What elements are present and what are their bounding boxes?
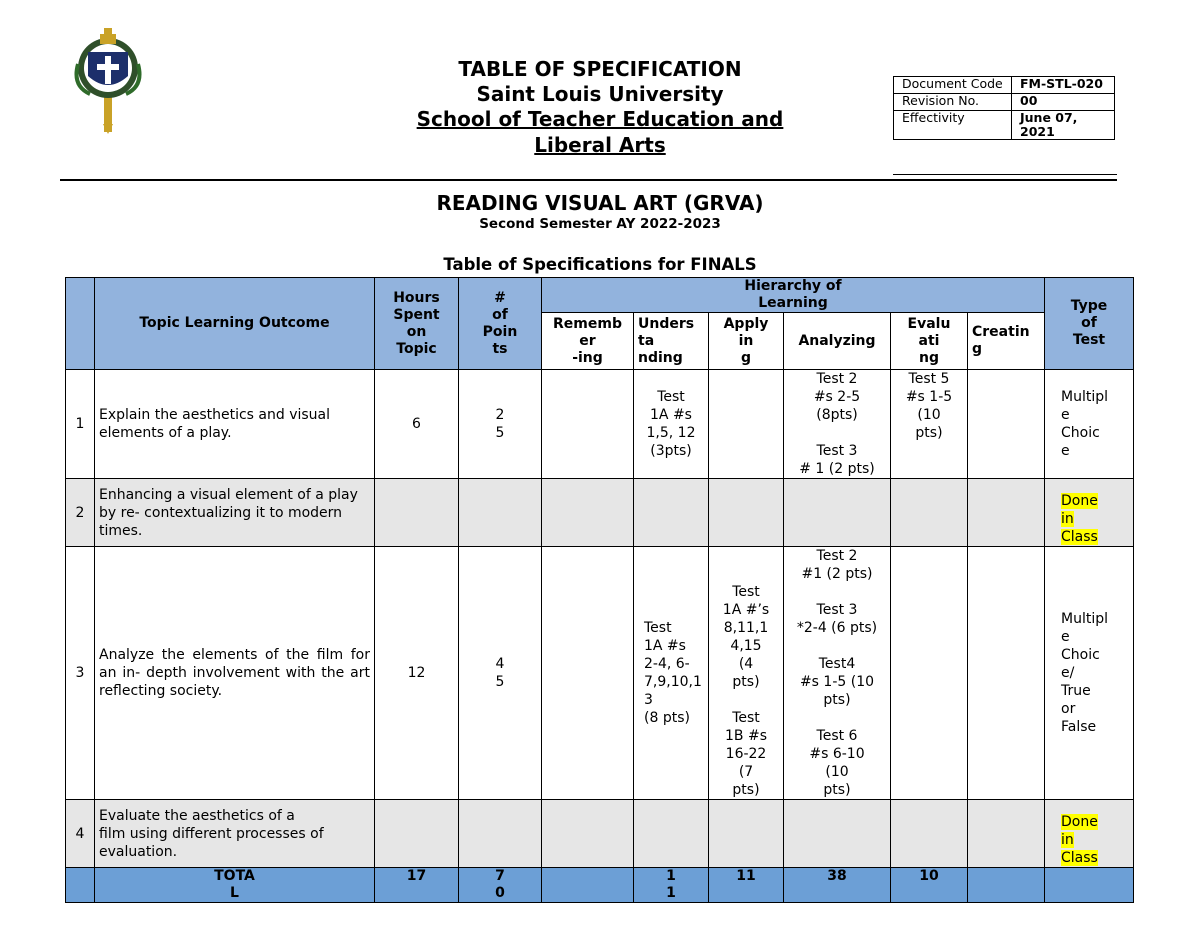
table-row (66, 800, 1134, 868)
row-hours (375, 479, 459, 547)
row-remembering (542, 800, 634, 868)
row-outcome: Evaluate the aesthetics of a film using different processes of evaluation. (95, 800, 375, 868)
divider-short (893, 174, 1117, 175)
university-name: Saint Louis University (476, 82, 724, 106)
header-remembering: Rememb er -ing (542, 313, 634, 370)
totals-remembering (542, 868, 634, 903)
row-applying (709, 800, 784, 868)
school-name-line2: Liberal Arts (534, 133, 666, 157)
totals-creating (968, 868, 1045, 903)
row-evaluating: Test 5 #s 1-5 (10 pts) (891, 370, 968, 479)
row-points: 4 5 (459, 547, 542, 800)
header-evaluating: Evalu ati ng (891, 313, 968, 370)
row-remembering (542, 370, 634, 479)
header-hierarchy: Hierarchy of Learning (542, 278, 1045, 313)
row-number: 4 (66, 800, 95, 868)
doc-value: June 07, 2021 (1012, 111, 1115, 140)
header-analyzing: Analyzing (784, 313, 891, 370)
row-outcome: Explain the aesthetics and visual elements of a play. (95, 370, 375, 479)
row-evaluating (891, 800, 968, 868)
school-name-line1: School of Teacher Education and (416, 107, 784, 131)
row-test-type (1045, 800, 1134, 868)
document-title: TABLE OF SPECIFICATION (458, 57, 742, 81)
doc-label: Document Code (894, 77, 1012, 94)
totals-type (1045, 868, 1134, 903)
row-understanding: Test 1A #s 2-4, 6- 7,9,10,1 3 (8 pts) (634, 547, 709, 800)
header-hours: Hours Spent on Topic (375, 278, 459, 370)
totals-understanding: 1 1 (634, 868, 709, 903)
header-topic: Topic Learning Outcome (95, 278, 375, 370)
done-in-class-label: Done in Class (1061, 493, 1098, 545)
divider-main (60, 179, 1117, 181)
document-control-table (893, 76, 1115, 140)
doc-label: Revision No. (894, 94, 1012, 111)
header-row-top (66, 278, 1134, 313)
header-num-cell (66, 278, 95, 370)
header-applying: Apply in g (709, 313, 784, 370)
row-remembering (542, 547, 634, 800)
table-title: Table of Specifications for FINALS (443, 255, 757, 274)
row-outcome: Enhancing a visual element of a play by re- contextualizing it to modern times. (95, 479, 375, 547)
row-hours (375, 800, 459, 868)
row-remembering (542, 479, 634, 547)
totals-applying: 11 (709, 868, 784, 903)
row-applying (709, 479, 784, 547)
row-points (459, 479, 542, 547)
row-analyzing (784, 800, 891, 868)
totals-label: TOTA L (95, 868, 375, 903)
doc-row-code (894, 77, 1115, 94)
header-points: # of Poin ts (459, 278, 542, 370)
row-analyzing: Test 2 #s 2-5 (8pts) Test 3 # 1 (2 pts) (784, 370, 891, 479)
row-points: 2 5 (459, 370, 542, 479)
row-applying (709, 370, 784, 479)
row-evaluating (891, 547, 968, 800)
row-number: 2 (66, 479, 95, 547)
header-type: Type of Test (1045, 278, 1134, 370)
row-test-type: Multipl e Choic e/ True or False (1045, 547, 1134, 800)
totals-evaluating: 10 (891, 868, 968, 903)
row-understanding: Test 1A #s 1,5, 12 (3pts) (634, 370, 709, 479)
row-creating (968, 479, 1045, 547)
row-test-type: Multipl e Choic e (1045, 370, 1134, 479)
university-seal-logo (70, 26, 146, 134)
row-number: 1 (66, 370, 95, 479)
row-analyzing (784, 479, 891, 547)
row-number: 3 (66, 547, 95, 800)
doc-row-revision (894, 94, 1115, 111)
doc-row-effectivity (894, 111, 1115, 140)
header-creating: Creatin g (968, 313, 1045, 370)
totals-analyzing: 38 (784, 868, 891, 903)
row-evaluating (891, 479, 968, 547)
table-row (66, 547, 1134, 800)
row-test-type (1045, 479, 1134, 547)
row-points (459, 800, 542, 868)
course-title: READING VISUAL ART (GRVA) (436, 191, 764, 215)
semester-label: Second Semester AY 2022-2023 (479, 216, 721, 232)
row-understanding (634, 800, 709, 868)
totals-points: 7 0 (459, 868, 542, 903)
row-creating (968, 800, 1045, 868)
row-understanding (634, 479, 709, 547)
totals-row (66, 868, 1134, 903)
totals-hours: 17 (375, 868, 459, 903)
table-row (66, 370, 1134, 479)
row-creating (968, 547, 1045, 800)
row-outcome: Analyze the elements of the film for an in- depth involvement with the art reflecting society. (95, 547, 375, 800)
row-hours: 12 (375, 547, 459, 800)
row-hours: 6 (375, 370, 459, 479)
specification-table (65, 277, 1134, 903)
table-row (66, 479, 1134, 547)
totals-num-cell (66, 868, 95, 903)
header-understanding: Unders ta nding (634, 313, 709, 370)
doc-label: Effectivity (894, 111, 1012, 140)
done-in-class-label: Done in Class (1061, 814, 1098, 866)
row-applying: Test 1A #’s 8,11,1 4,15 (4 pts) Test 1B #s 16-22 (7 pts) (709, 547, 784, 800)
doc-value: FM-STL-020 (1012, 77, 1115, 94)
row-creating (968, 370, 1045, 479)
doc-value: 00 (1012, 94, 1115, 111)
row-analyzing: Test 2 #1 (2 pts) Test 3 *2-4 (6 pts) Test4 #s 1-5 (10 pts) Test 6 #s 6-10 (10 pts) (784, 547, 891, 800)
